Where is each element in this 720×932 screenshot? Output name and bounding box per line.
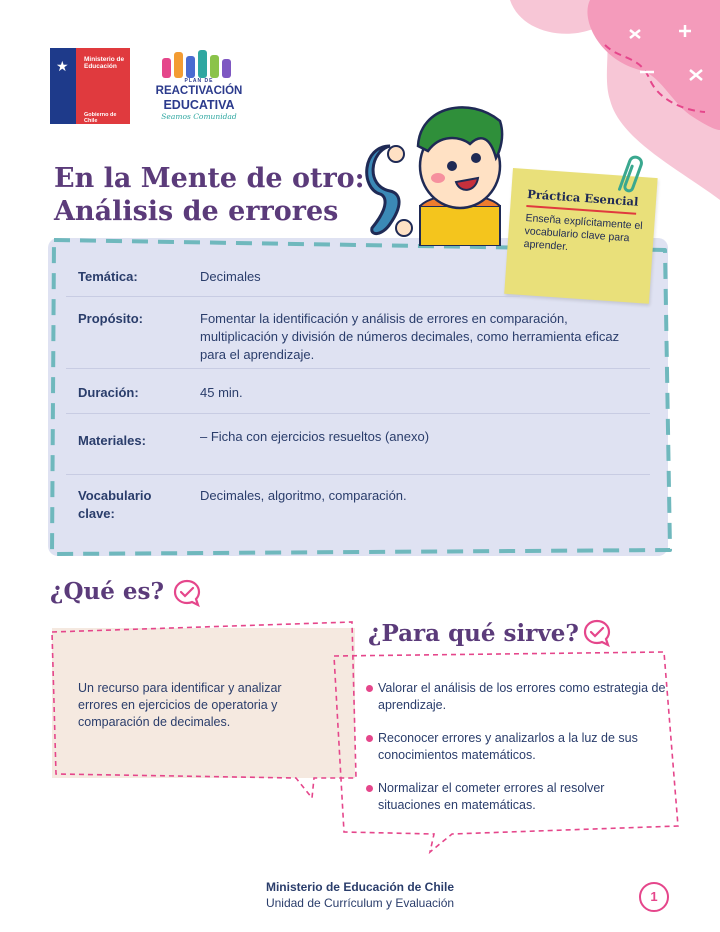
info-value: Decimales, algoritmo, comparación. [200,488,407,503]
para-que-list [366,680,666,830]
government-text: Gobierno de Chile [84,112,117,124]
footer [0,880,720,910]
info-label: Materiales: [78,433,146,448]
footer-line1: Ministerio de Educación de Chile [265,880,455,894]
que-es-heading: ¿Qué es? [50,578,164,605]
list-item: Valorar el análisis de los errores como estrategia de aprendizaje. [366,680,666,714]
ministry-logo-text: Ministerio de Educación [84,56,125,70]
info-value: – Ficha con ejercicios resueltos (anexo) [200,429,430,444]
plan-tagline: Seamos Comunidad [161,112,237,121]
plan-line1: REACTIVACIÓN [155,85,243,97]
chat-check-icon [582,618,612,648]
chat-check-icon [172,578,202,608]
list-item: Normalizar el cometer errores al resolver situaciones en matemáticas. [366,780,666,814]
title-line2: Análisis de errores [54,196,339,227]
info-label: Temática: [78,269,138,284]
ministry-logo [50,48,130,124]
title-line1: En la Mente de otro: [54,163,365,194]
raised-hands-icon [160,48,238,80]
footer-line2: Unidad de Currículum y Evaluación [265,896,455,910]
info-value: Decimales [200,269,261,284]
practica-title: Práctica Esencial [526,187,639,209]
page-number: 1 [639,882,669,912]
info-label: Duración: [78,385,139,400]
kid-with-comma-illustration [360,96,510,246]
practica-text: Enseña explícitamente el vocabulario clave para aprender. [523,212,644,254]
star-icon: ★ [56,58,69,74]
info-label: Vocabulario clave: [78,488,152,521]
plan-line2: EDUCATIVA [163,98,235,112]
para-que-heading: ¿Para qué sirve? [368,620,579,647]
paperclip-icon [615,152,645,198]
plan-reactivacion-logo [154,48,244,124]
page-title [54,162,365,228]
que-es-text: Un recurso para identificar y analizar errores en ejercicios de operatoria y comparación de decimales. [78,681,282,729]
plan-small-text: PLAN DE [184,78,214,84]
info-value: Fomentar la identificación y análisis de errores en comparación, multiplicación y división de números decimales, como herramienta eficaz para el aprendizaje. [200,311,620,362]
list-item: Reconocer errores y analizarlos a la luz de sus conocimientos matemáticos. [366,730,666,764]
info-label: Propósito: [78,311,143,326]
info-value: 45 min. [200,385,243,400]
